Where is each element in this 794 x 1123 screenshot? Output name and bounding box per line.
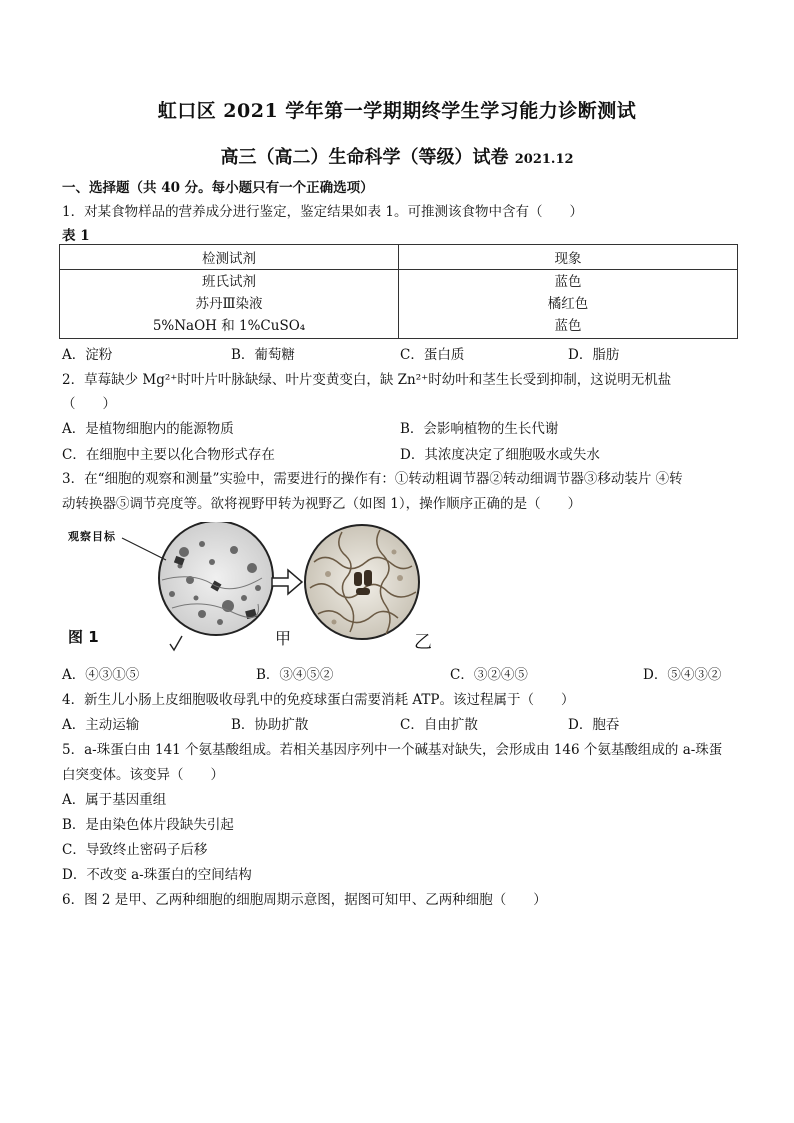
figure-label-target: 观察目标: [68, 530, 116, 543]
question-2-stem-line2: （ ）: [62, 396, 116, 412]
table-header-reagent: 检测试剂: [60, 245, 399, 270]
q3-option-b[interactable]: B．③④⑤②: [256, 667, 334, 683]
field-of-view-jia: [159, 522, 273, 635]
q3-option-a[interactable]: A．④③①⑤: [62, 667, 140, 683]
q2-option-a[interactable]: A．是植物细胞内的能源物质: [62, 421, 234, 437]
table-1-label: 表 1: [62, 228, 90, 244]
section-heading: 一、选择题（共 40 分。每小题只有一个正确选项）: [62, 180, 374, 196]
q1-option-c[interactable]: C．蛋白质: [400, 347, 465, 363]
question-3-stem-line1: 3．在“细胞的观察和测量”实验中，需要进行的操作有：①转动粗调节器②转动细调节器③移动装片 ④转: [62, 471, 683, 487]
exam-date: 2021.12: [514, 152, 574, 167]
q5-option-d[interactable]: D．不改变 a-珠蛋白的空间结构: [62, 867, 252, 883]
table-reagents-cell: [60, 270, 399, 339]
q2-option-b[interactable]: B．会影响植物的生长代谢: [400, 421, 559, 437]
question-3-stem-line2: 动转换器⑤调节亮度等。欲将视野甲转为视野乙（如图 1），操作顺序正确的是（ ）: [62, 496, 582, 512]
q4-option-b[interactable]: B．协助扩散: [231, 717, 309, 733]
arrow-icon: [272, 570, 302, 594]
q5-option-b[interactable]: B．是由染色体片段缺失引起: [62, 817, 234, 833]
check-mark-icon: [170, 636, 182, 650]
question-4-stem: 4．新生儿小肠上皮细胞吸收母乳中的免疫球蛋白需要消耗 ATP。该过程属于（ ）: [62, 692, 575, 708]
reagent-1: 班氏试剂: [202, 274, 256, 290]
q4-option-c[interactable]: C．自由扩散: [400, 717, 478, 733]
exam-subtitle: [0, 143, 794, 169]
question-5-stem-line2: 白突变体。该变异（ ）: [62, 767, 224, 783]
reagent-3: 5%NaOH 和 1%CuSO₄: [152, 318, 306, 334]
question-1-stem: 1．对某食物样品的营养成分进行鉴定，鉴定结果如表 1。可推测该食物中含有（ ）: [62, 204, 583, 220]
result-3: 蓝色: [554, 318, 582, 334]
q1-option-d[interactable]: D．脂肪: [568, 347, 620, 363]
figure-caption: 图 1: [68, 628, 99, 646]
reagent-2: 苏丹Ⅲ染液: [195, 296, 263, 312]
figure-label-yi: 乙: [414, 632, 432, 653]
question-2-stem-line1: 2．草莓缺少 Mg²⁺时叶片叶脉缺绿、叶片变黄变白，缺 Zn²⁺时幼叶和茎生长受到抑制，这说明无机盐: [62, 372, 672, 388]
q5-option-c[interactable]: C．导致终止密码子后移: [62, 842, 208, 858]
q2-option-c[interactable]: C．在细胞中主要以化合物形式存在: [62, 447, 275, 463]
subtitle-text: 高三（高二）生命科学（等级）试卷: [220, 147, 509, 168]
table-results-cell: [399, 270, 738, 339]
figure-label-jia: 甲: [275, 629, 292, 648]
q4-option-a[interactable]: A．主动运输: [62, 717, 140, 733]
q3-option-d[interactable]: D．⑤④③②: [643, 667, 722, 683]
q1-option-b[interactable]: B．葡萄糖: [231, 347, 295, 363]
question-5-stem-line1: 5．a-珠蛋白由 141 个氨基酸组成。若相关基因序列中一个碱基对缺失，会形成由 146 个氨基酸组成的 a-珠蛋: [62, 742, 723, 758]
field-of-view-yi: [305, 525, 419, 639]
q5-option-a[interactable]: A．属于基因重组: [62, 792, 167, 808]
q4-option-d[interactable]: D．胞吞: [568, 717, 620, 733]
result-2: 橘红色: [547, 296, 589, 312]
exam-title: 虹口区 2021 学年第一学期期终学生学习能力诊断测试: [157, 100, 637, 122]
q1-option-a[interactable]: A．淀粉: [62, 347, 113, 363]
figure-1-drawing: [62, 522, 442, 657]
q2-option-d[interactable]: D．其浓度决定了细胞吸水或失水: [400, 447, 600, 463]
table-header-result: 现象: [399, 245, 738, 270]
result-1: 蓝色: [554, 274, 582, 290]
q3-option-c[interactable]: C．③②④⑤: [450, 667, 528, 683]
table-1: [59, 244, 738, 339]
question-6-stem: 6．图 2 是甲、乙两种细胞的细胞周期示意图，据图可知甲、乙两种细胞（ ）: [62, 892, 547, 908]
figure-1: [62, 522, 442, 657]
